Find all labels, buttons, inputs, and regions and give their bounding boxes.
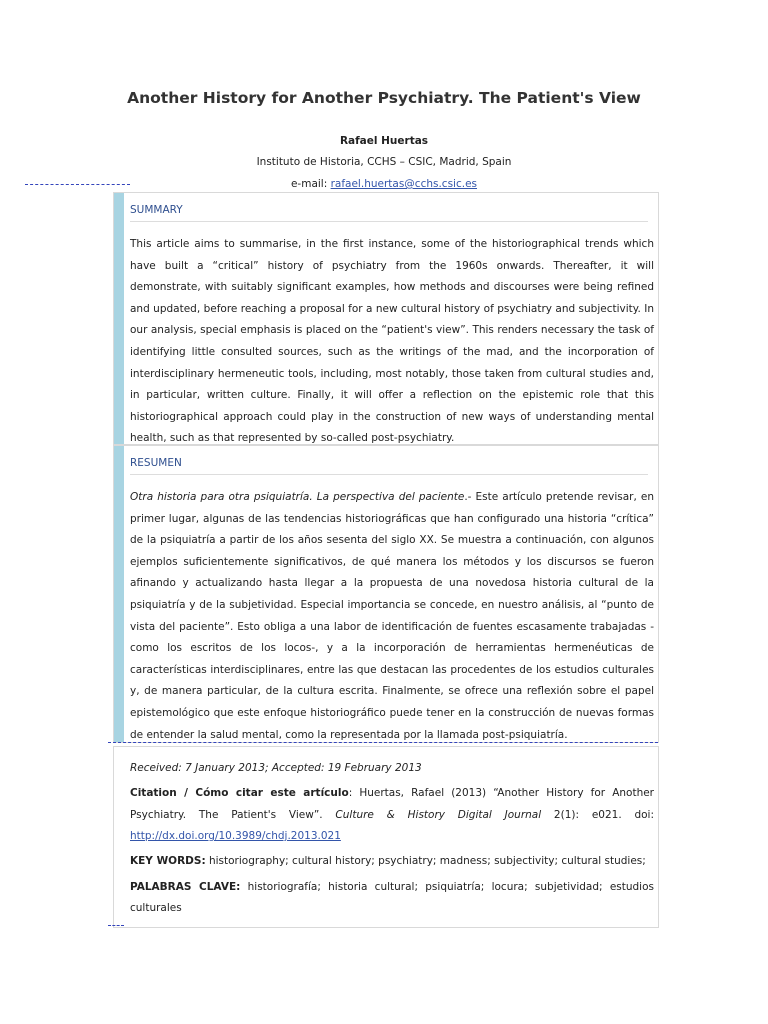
summary-text: This article aims to summarise, in the first instance, some of the historiographical trends which have built a “critical” history of psychiatry from the 1960s onwards. Thereafter, it will demonstrate, with suitably significant examples, how methods and discourses were being refined and updated, before reaching a proposal for a new cultural history of psychiatry and subjectivity. In our analysis, special emphasis is placed on the “patient's view”. This renders necessary the task of identifying little consulted sources, such as the writings of the mad, and the incorporation of interdisciplinary hermeneutic tools, including, most notably, those taken from cultural studies and, in particular, written culture. Finally, it will offer a reflection on the epistemic role that this historiographical approach could play in the construction of new ways of understanding mental health, such as that represented by so-called post-psychiatry. xyxy=(130,238,654,445)
resumen-box xyxy=(113,445,659,743)
metadata-box xyxy=(113,746,659,928)
summary-accent-bar xyxy=(114,193,124,444)
doi-link[interactable]: http://dx.doi.org/10.3989/chdj.2013.021 xyxy=(130,830,341,843)
email-label: e-mail: xyxy=(290,178,331,190)
keywords xyxy=(130,855,654,867)
palabras-clave xyxy=(130,877,654,920)
keywords-label: KEY WORDS: xyxy=(130,854,206,867)
resumen-accent-bar xyxy=(114,446,124,742)
resumen-body: .- Este artículo pretende revisar, en primer lugar, algunas de las tendencias historiográficas que han configurado una historia “crítica” de la psiquiatría a partir de los años sesenta del siglo XX. Se muestra a continuación, con algunos ejemplos suficientemente significativos, de qué manera los métodos y los discursos se fueron afinando y actualizando hasta llegar a la propuesta de una novedosa historia cultural de la psiquiatría y de la subjetividad. Especial importancia se concede, en nuestro análisis, al “punto de vista del paciente”. Esto obliga a una labor de identificación de fuentes escasamente trabajadas -como los escritos de los locos-, y a la incorporación de herramientas hermenéuticas de características interdisciplinares, entre las que destacan las procedentes de los estudios culturales y, de manera particular, de la cultura escrita. Finalmente, se ofrece una reflexión sobre el papel epistemológico que este enfoque historiográfico puede tener en la construcción de nuevas formas de entender la salud mental, como la representada por la llamada post-psiquiatría. xyxy=(130,491,654,741)
dashed-divider-middle xyxy=(108,742,658,743)
resumen-italic-title: Otra historia para otra psiquiatría. La perspectiva del paciente xyxy=(130,491,465,503)
keywords-text: historiography; cultural history; psychiatry; madness; subjectivity; cultural studies; xyxy=(205,854,646,867)
affiliation: Instituto de Historia, CCHS – CSIC, Madrid, Spain xyxy=(256,156,512,168)
citation-label: Citation / Cómo citar este artículo xyxy=(130,787,349,799)
citation-volume: 2(1): e021. doi: xyxy=(541,808,654,821)
author-name: Rafael Huertas xyxy=(339,135,429,147)
palabras-label: PALABRAS CLAVE: xyxy=(130,880,241,893)
paper-title: Another History for Another Psychiatry. The Patient's View xyxy=(127,89,641,107)
received-dates: Received: 7 January 2013; Accepted: 19 February 2013 xyxy=(130,762,422,774)
dashed-divider-top xyxy=(25,184,130,185)
resumen-text xyxy=(130,487,654,746)
dashed-divider-bottom xyxy=(108,925,124,926)
citation-journal: Culture & History Digital Journal xyxy=(335,808,542,821)
summary-box xyxy=(113,192,659,445)
citation xyxy=(130,783,654,848)
summary-heading: SUMMARY xyxy=(130,204,648,222)
email-link[interactable]: rafael.huertas@cchs.csic.es xyxy=(330,178,478,190)
resumen-heading: RESUMEN xyxy=(130,457,648,475)
palabras-text: historiografía; historia cultural; psiquiatría; locura; subjetividad; estudios culturales xyxy=(130,880,654,915)
citation-text: : Huertas, Rafael (2013) “Another History for Another Psychiatry. The Patient's View”. xyxy=(130,787,654,821)
